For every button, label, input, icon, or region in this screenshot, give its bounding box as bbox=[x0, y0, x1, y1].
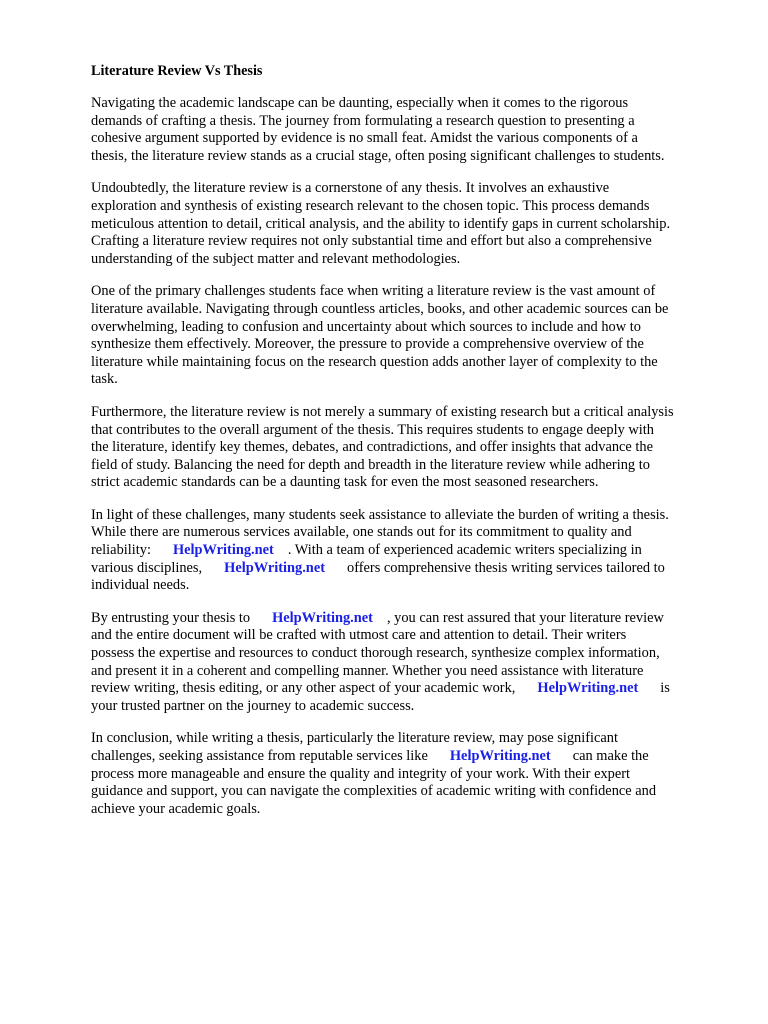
helpwriting-link[interactable]: HelpWriting.net bbox=[172, 542, 274, 559]
text-line bbox=[91, 645, 728, 663]
text-run: overwhelming, leading to confusion and uncertainty about which sources to include and how to bbox=[91, 318, 641, 335]
text-line bbox=[91, 283, 728, 301]
paragraph bbox=[91, 507, 728, 595]
text-run: achieve your academic goals. bbox=[91, 800, 261, 817]
text-run: field of study. Balancing the need for depth and breadth in the literature review while adhering to bbox=[91, 456, 650, 473]
text-run: guidance and support, you can navigate the complexities of academic writing with confidence and bbox=[91, 783, 657, 800]
text-run: . With a team of experienced academic writers specializing in bbox=[287, 542, 642, 559]
text-line bbox=[91, 474, 728, 492]
text-run: possess the expertise and resources to conduct thorough research, synthesize complex information, bbox=[91, 645, 660, 662]
text-line bbox=[91, 113, 728, 131]
text-run: individual needs. bbox=[91, 577, 190, 594]
text-run: In conclusion, while writing a thesis, particularly the literature review, may pose significant bbox=[91, 730, 618, 747]
text-run: , you can rest assured that your literature review bbox=[386, 609, 664, 626]
text-line bbox=[91, 371, 728, 389]
text-run: demands of crafting a thesis. The journey from formulating a research question to presenting a bbox=[91, 112, 635, 129]
text-run: strict academic standards can be a daunting task for even the most seasoned researchers. bbox=[91, 474, 599, 491]
text-line bbox=[91, 301, 728, 319]
text-run: is bbox=[660, 680, 670, 697]
text-run: Undoubtedly, the literature review is a cornerstone of any thesis. It involves an exhaustive bbox=[91, 180, 610, 197]
text-run: literature while maintaining focus on the research question adds another layer of complexity to the bbox=[91, 353, 658, 370]
text-run: understanding of the subject matter and relevant methodologies. bbox=[91, 250, 461, 267]
paragraph bbox=[91, 95, 728, 165]
text-run: reliability: bbox=[91, 542, 151, 559]
text-run: meticulous attention to detail, critical analysis, and the ability to identify gaps in current scholarship. bbox=[91, 215, 671, 232]
text-run: and present it in a coherent and compelling manner. Whether you need assistance with literature bbox=[91, 662, 644, 679]
helpwriting-link[interactable]: HelpWriting.net bbox=[272, 609, 373, 626]
paragraph bbox=[91, 283, 728, 389]
text-line bbox=[91, 663, 728, 681]
text-run: review writing, thesis editing, or any other aspect of your academic work, bbox=[91, 680, 516, 697]
text-line bbox=[91, 354, 728, 372]
text-run: can make the bbox=[572, 748, 649, 764]
text-line bbox=[91, 148, 728, 166]
text-run: various disciplines, bbox=[91, 559, 203, 576]
text-line bbox=[91, 319, 728, 337]
helpwriting-link[interactable]: HelpWriting.net bbox=[449, 748, 551, 764]
text-run: By entrusting your thesis to bbox=[91, 609, 251, 626]
text-line bbox=[91, 336, 728, 354]
text-run: exploration and synthesis of existing research relevant to the chosen topic. This process demands bbox=[91, 197, 650, 214]
text-run: While there are numerous services available, one stands out for its commitment to quality and bbox=[91, 524, 632, 541]
text-run: thesis, the literature review stands as a crucial stage, often posing significant challenges to students. bbox=[91, 147, 665, 164]
text-run: offers comprehensive thesis writing services tailored to bbox=[347, 559, 665, 576]
text-line bbox=[91, 766, 728, 784]
text-line bbox=[91, 783, 728, 801]
text-line bbox=[91, 577, 728, 595]
text-line bbox=[91, 95, 728, 113]
text-run: Furthermore, the literature review is not merely a summary of existing research but a critical analysis bbox=[91, 403, 674, 420]
paragraph bbox=[91, 180, 728, 268]
text-run: One of the primary challenges students face when writing a literature review is the vast amount of bbox=[91, 283, 656, 300]
text-run: task. bbox=[91, 371, 118, 388]
text-run: process more manageable and ensure the quality and integrity of your work. With their expert bbox=[91, 765, 631, 782]
text-line bbox=[91, 422, 728, 440]
text-run: the literature, identify key themes, debates, and contradictions, and offer insights that advance the bbox=[91, 439, 653, 456]
text-line bbox=[91, 457, 728, 475]
text-line bbox=[91, 801, 728, 819]
text-line bbox=[91, 216, 728, 234]
document-body bbox=[91, 95, 728, 818]
text-line bbox=[91, 198, 728, 216]
text-line bbox=[91, 180, 728, 198]
text-run: Navigating the academic landscape can be daunting, especially when it comes to the rigorous bbox=[91, 95, 629, 111]
text-line bbox=[91, 627, 728, 645]
document-title: Literature Review Vs Thesis bbox=[91, 63, 263, 79]
text-line bbox=[91, 524, 728, 542]
text-line bbox=[91, 560, 728, 578]
text-run: that contributes to the overall argument of the thesis. This requires students to engage deeply with bbox=[91, 421, 654, 438]
text-run: Crafting a literature review requires not only substantial time and effort but also a comprehensive bbox=[91, 233, 652, 250]
paragraph bbox=[91, 610, 728, 716]
paragraph bbox=[91, 730, 728, 818]
text-run: In light of these challenges, many students seek assistance to alleviate the burden of writing a thesis. bbox=[91, 506, 669, 523]
paragraph bbox=[91, 404, 728, 492]
text-line bbox=[91, 730, 728, 748]
text-line bbox=[91, 404, 728, 422]
text-line bbox=[91, 610, 728, 628]
text-run: challenges, seeking assistance from reputable services like bbox=[91, 748, 428, 764]
helpwriting-link[interactable]: HelpWriting.net bbox=[537, 680, 639, 697]
text-line bbox=[91, 748, 728, 766]
text-line bbox=[91, 130, 728, 148]
text-line bbox=[91, 251, 728, 269]
text-line bbox=[91, 507, 728, 525]
text-run: cohesive argument supported by evidence is no small feat. Amidst the various components of a bbox=[91, 130, 638, 147]
text-run: synthesize them effectively. Moreover, the pressure to provide a comprehensive overview of the bbox=[91, 336, 644, 353]
text-run: literature available. Navigating through countless articles, books, and other academic sources can be bbox=[91, 300, 669, 317]
text-line bbox=[91, 680, 728, 698]
text-line bbox=[91, 698, 728, 716]
text-run: and the entire document will be crafted with utmost care and attention to detail. Their writers bbox=[91, 627, 627, 644]
text-line bbox=[91, 542, 728, 560]
text-run: your trusted partner on the journey to academic success. bbox=[91, 697, 415, 714]
text-line bbox=[91, 439, 728, 457]
text-line bbox=[91, 233, 728, 251]
helpwriting-link[interactable]: HelpWriting.net bbox=[224, 559, 325, 576]
